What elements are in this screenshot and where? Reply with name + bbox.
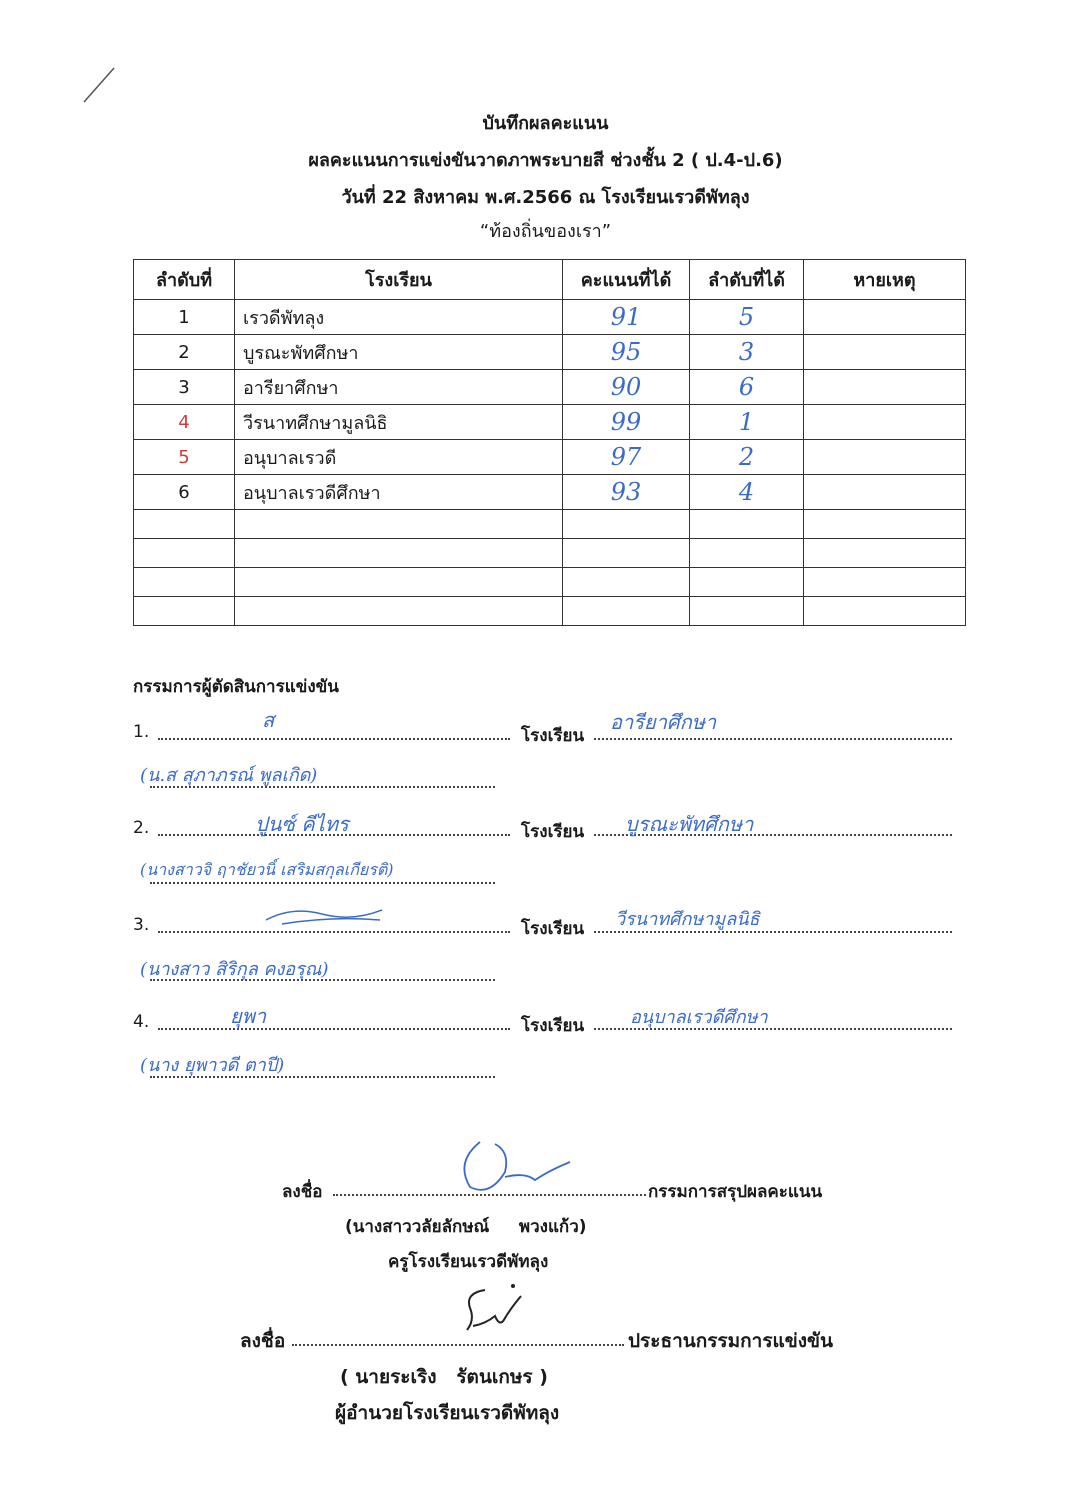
member-number: 4. [133, 1012, 150, 1032]
row-rank: 1 [690, 405, 804, 440]
row-score: 90 [563, 370, 690, 405]
table-row-empty [134, 539, 966, 568]
member-school: บูรณะพัทศึกษา [625, 812, 754, 836]
row-remark [804, 335, 966, 370]
row-school: อนุบาลเรวดี [235, 440, 563, 475]
member-signature: ปูนซ์ คีไทร [255, 812, 349, 836]
row-school: อนุบาลเรวดีศึกษา [235, 475, 563, 510]
table-row [134, 475, 966, 510]
row-remark [804, 405, 966, 440]
col-header-score: คะแนนที่ได้ [563, 260, 690, 300]
table-row [134, 335, 966, 370]
chair-sign-prefix: ลงชื่อ [240, 1330, 286, 1352]
table-row-empty [134, 510, 966, 539]
school-label: โรงเรียน [521, 919, 585, 939]
score-table [133, 259, 966, 626]
chair-sign-line [292, 1344, 624, 1346]
row-no: 2 [134, 335, 235, 370]
row-school: อารียาศึกษา [235, 370, 563, 405]
row-score: 95 [563, 335, 690, 370]
row-no: 3 [134, 370, 235, 405]
row-no: 6 [134, 475, 235, 510]
member-name: (นางสาว สิริกุล คงอรุณ) [140, 959, 329, 980]
chair-sign-position: ผู้อำนวยโรงเรียนเรวดีพัทลุง [335, 1402, 560, 1424]
school-label: โรงเรียน [521, 726, 585, 746]
row-school: บูรณะพัทศึกษา [235, 335, 563, 370]
table-header-row [134, 260, 966, 300]
row-remark [804, 300, 966, 335]
table-row [134, 440, 966, 475]
summary-sign-prefix: ลงชื่อ [282, 1182, 323, 1202]
committee-title: กรรมการผู้ตัดสินการแข่งขัน [133, 677, 339, 697]
school-label: โรงเรียน [521, 1016, 585, 1036]
member-school: อารียาศึกษา [610, 710, 717, 734]
member-number: 3. [133, 915, 150, 935]
table-row [134, 405, 966, 440]
row-no: 1 [134, 300, 235, 335]
member-school: อนุบาลเรวดีศึกษา [630, 1007, 768, 1028]
row-school: วีรนาทศึกษามูลนิธิ [235, 405, 563, 440]
member-name: (น.ส สุภาภรณ์ พูลเกิด) [140, 765, 318, 786]
doc-subtitle: ผลคะแนนการแข่งขันวาดภาพระบายสี ช่วงชั้น 2 ( ป.4-ป.6) [308, 150, 783, 171]
col-header-rank: ลำดับที่ได้ [690, 260, 804, 300]
row-no: 4 [134, 405, 235, 440]
summary-sign-line [333, 1194, 646, 1196]
member-signature-scribble [262, 900, 387, 930]
summary-sign-name: (นางสาววลัยลักษณ์ พวงแก้ว) [345, 1217, 587, 1237]
table-row-empty [134, 568, 966, 597]
table-row [134, 300, 966, 335]
row-rank: 5 [690, 300, 804, 335]
col-header-remark: หายเหตุ [804, 260, 966, 300]
row-rank: 4 [690, 475, 804, 510]
summary-sign-position: ครูโรงเรียนเรวดีพัทลุง [388, 1252, 549, 1272]
col-header-school: โรงเรียน [235, 260, 563, 300]
pen-mark [80, 64, 120, 106]
chair-sign-role: ประธานกรรมการแข่งขัน [628, 1330, 834, 1352]
table-row-empty [134, 597, 966, 626]
table-row [134, 370, 966, 405]
chair-sign-name: ( นายระเริง รัตนเกษร ) [340, 1366, 548, 1388]
row-school: เรวดีพัทลุง [235, 300, 563, 335]
summary-sign-role: กรรมการสรุปผลคะแนน [648, 1182, 823, 1202]
row-rank: 3 [690, 335, 804, 370]
member-school: วีรนาทศึกษามูลนิธิ [615, 909, 760, 930]
chair-signature [455, 1278, 535, 1338]
signature-line [158, 738, 510, 740]
member-name: (นางสาวจิ ฤาชัยวนิ์ เสริมสกุลเกียรติ) [140, 860, 394, 879]
row-score: 99 [563, 405, 690, 440]
row-remark [804, 475, 966, 510]
member-signature: ส [262, 708, 275, 732]
row-remark [804, 370, 966, 405]
member-signature: ยุพา [230, 1004, 267, 1028]
member-name: (นาง ยุพาวดี ตาปี) [140, 1055, 285, 1076]
signature-line [158, 931, 510, 933]
row-rank: 2 [690, 440, 804, 475]
member-number: 1. [133, 722, 150, 742]
school-label: โรงเรียน [521, 822, 585, 842]
row-score: 97 [563, 440, 690, 475]
row-rank: 6 [690, 370, 804, 405]
row-no: 5 [134, 440, 235, 475]
school-line [594, 738, 952, 740]
row-score: 93 [563, 475, 690, 510]
member-number: 2. [133, 818, 150, 838]
doc-date: วันที่ 22 สิงหาคม พ.ศ.2566 ณ โรงเรียนเรวดีพัทลุง [341, 187, 750, 208]
doc-title: บันทึกผลคะแนน [482, 113, 609, 134]
row-score: 91 [563, 300, 690, 335]
signature-line [158, 1028, 510, 1030]
doc-theme: “ท้องถิ่นของเรา” [479, 221, 612, 242]
summary-signature [450, 1132, 580, 1202]
col-header-no: ลำดับที่ [134, 260, 235, 300]
row-remark [804, 440, 966, 475]
